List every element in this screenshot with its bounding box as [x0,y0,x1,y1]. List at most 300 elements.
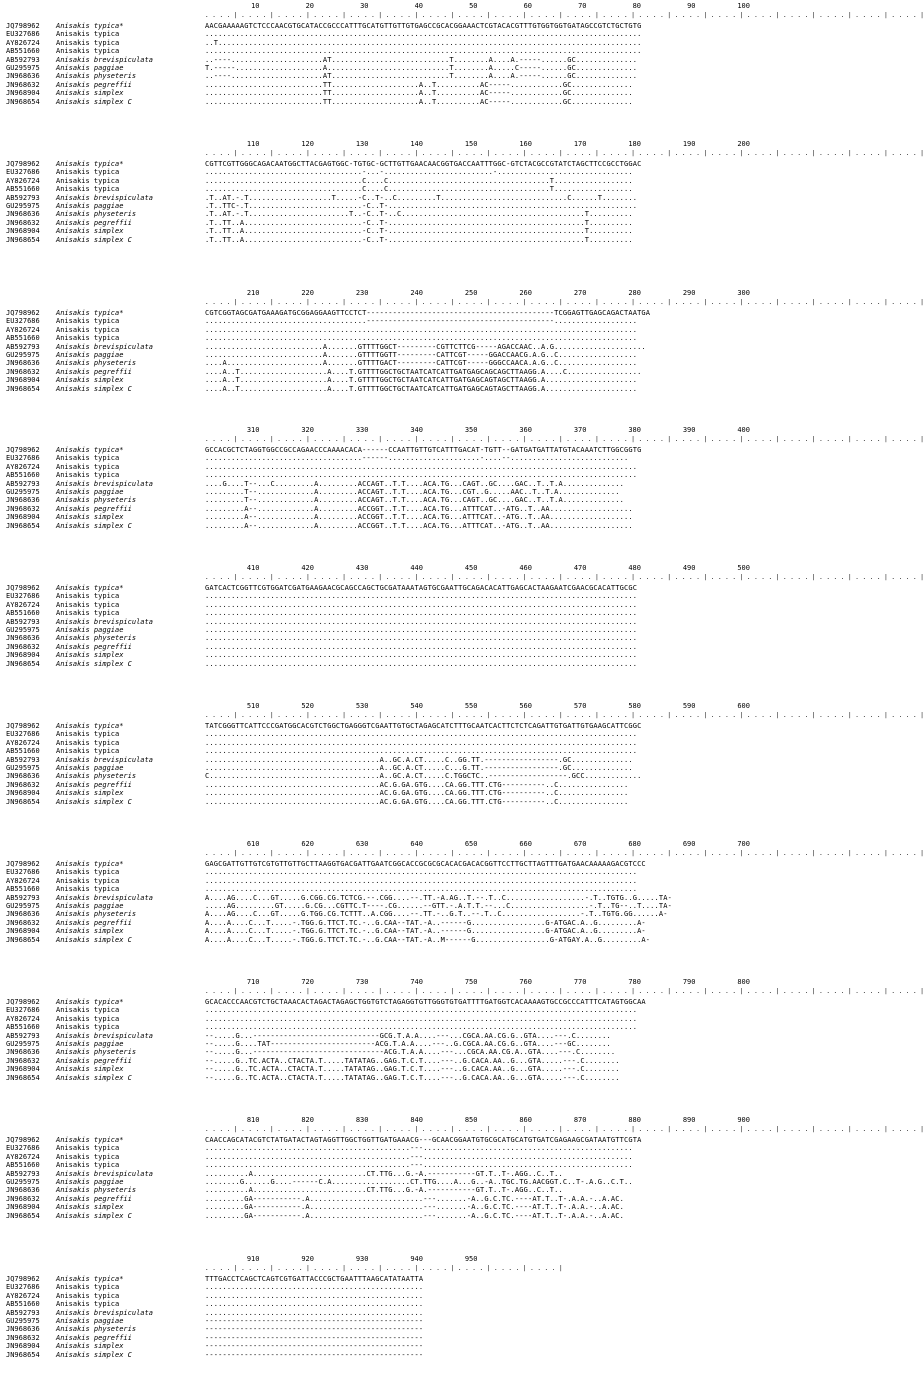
sequence-text: ................................................................................................... [205,1006,638,1015]
accession-number: JQ798962 [6,22,40,30]
sequence-text: ................................................................................................... [205,626,638,634]
position-tick-label: 780 [628,978,641,986]
species-name: Anisakis typica [56,885,120,894]
accession-number: AY826724 [6,38,40,47]
accession-number: JN968654 [6,659,40,668]
alignment-block [0,424,924,554]
accession-number: JN968632 [6,218,40,227]
accession-number: AB592793 [6,1308,40,1317]
accession-number: AB551660 [6,334,40,343]
taxon-label [6,1211,206,1221]
position-tick-label: 650 [464,840,478,848]
position-tick-label: 50 [469,2,478,10]
accession-number: JN968654 [6,1350,40,1359]
species-name: Anisakis paggiae [56,202,124,210]
accession-number: GU295975 [6,764,40,772]
sequence-text: ........................................A..GC.A.CT.....C...G.TT.-----------------.GC.............. [205,764,633,772]
species-name: Anisakis typica [56,1152,120,1161]
alignment-block [0,1114,924,1244]
sequence-text: ................................................................................................... [205,747,638,756]
species-name: Anisakis simplex [56,1065,124,1074]
accession-number: AB592793 [6,617,40,626]
position-tick-label: 850 [464,1116,478,1124]
sequence-text: -------------------------------------------------- [205,1342,424,1351]
species-name: Anisakis typica [56,600,120,609]
accession-number: EU327686 [6,1283,40,1292]
species-name: Anisakis pegreffii [56,642,132,651]
species-name: Anisakis typica [56,471,120,480]
species-name: Anisakis brevispiculata [56,893,153,902]
sequence-row [0,384,761,394]
species-name: Anisakis brevispiculata [56,1308,153,1317]
species-name: Anisakis paggiae [56,1317,124,1325]
accession-number: JN968904 [6,1342,40,1351]
position-tick-label: 40 [414,2,423,10]
sequence-text: ................................................................................................... [205,617,638,626]
sequence-text: .....AG.........GT.....G.CG...CGTTC.T----.CG......--GTT.-.A.T.T.--...C..................-.T..TG--..T....TA- [205,902,672,910]
accession-number: JN968654 [6,384,40,393]
accession-number: JN968904 [6,89,40,98]
accession-number: JN968904 [6,1203,40,1212]
accession-number: EU327686 [6,592,40,601]
position-tick-label: 570 [573,702,587,710]
position-tick-label: 70 [578,2,587,10]
accession-number: AB592793 [6,1031,40,1040]
position-tick-label: 340 [410,426,423,434]
species-name: Anisakis simplex [56,89,124,98]
accession-number: GU295975 [6,351,40,359]
sequence-text: .................................................................................................... [205,30,642,39]
species-name: Anisakis typica [56,38,120,47]
species-name: Anisakis paggiae [56,1178,124,1186]
position-tick-label: 170 [573,140,587,148]
sequence-text: A....AG....C...GT.....G.TGG.CG.TCTTT..A.CGG....--.TT.-..G.T..--.T..C..................-.T..TGTG.GG......A- [205,910,668,919]
position-tick-label: 620 [301,840,314,848]
position-tick-label: 250 [464,289,478,297]
sequence-text: .................................................. [205,1291,424,1300]
position-tick-label: 230 [355,289,369,297]
species-name: Anisakis typica [56,1144,120,1153]
position-tick-label: 60 [523,2,532,10]
sequence-text: .T..TT..A...........................-C..T-.............................................T.......... [205,227,633,236]
position-tick-label: 510 [246,702,260,710]
species-name: Anisakis brevispiculata [56,342,153,351]
position-tick-label: 310 [246,426,260,434]
species-name: Anisakis simplex [56,651,124,660]
accession-number: GU295975 [6,1317,40,1325]
sequence-text: GCCACGCTCTAGGTGGCCGCCAGAACCCAAAACACA------CCAATTGTTGTCATTTGACAT-TGTT--GATGATGATTATGTACAAATCTTGGCGGTG [205,446,642,454]
position-tick-label: 270 [573,289,587,297]
species-name: Anisakis simplex C [56,235,132,244]
sequence-text: ................................................................................................... [205,325,638,334]
accession-number: GU295975 [6,488,40,496]
position-tick-label: 330 [355,426,369,434]
species-name: Anisakis brevispiculata [56,617,153,626]
sequence-text: ...........................A.......GTTTTGGTT---------CATTCGT-----GGACCAACG.A.G..C.................. [205,351,638,359]
taxon-label [6,97,206,107]
sequence-text: ..----.....................AT...........................T........A....A.-----......GC.............. [205,72,638,81]
sequence-text: -------------------------------------------------- [205,1350,424,1359]
accession-number: JQ798962 [6,160,40,168]
accession-number: AY826724 [6,325,40,334]
species-name: Anisakis simplex C [56,384,132,393]
accession-number: AB592793 [6,893,40,902]
position-tick-label: 890 [682,1116,696,1124]
species-name: Anisakis simplex C [56,797,132,806]
accession-number: AY826724 [6,738,40,747]
accession-number: JN968632 [6,780,40,789]
species-name: Anisakis paggiae [56,488,124,496]
species-name: Anisakis typica [56,1006,120,1015]
position-tick-label: 750 [464,978,478,986]
sequence-text: ....................................C....C.....................................T.................. [205,185,633,194]
species-name: Anisakis paggiae [56,64,124,72]
position-tick-label: 470 [573,564,587,572]
sequence-text: ........G......G....------C.A..................CT.TTG....A...G..-A..TGC.TG.AACGGT.C..T-.A.G..C.T.. [205,1178,633,1186]
position-tick-label: 630 [355,840,369,848]
taxon-label [6,384,206,394]
sequence-text: ................................................................................................... [205,600,638,609]
position-tick-label: 920 [301,1255,314,1263]
species-name: Anisakis typica [56,30,120,39]
sequence-text: CGTTCGTTGGGCAGACAATGGCTTACGAGTGGC-TGTGC-GCTTGTTGAACAACGGTGACCAATTTGGC-GTCTACGCCGTATCTAGCTTCCGCCTGGAC [205,160,642,168]
species-name: Anisakis simplex C [56,521,132,530]
accession-number: JQ798962 [6,860,40,868]
position-tick-label: 160 [519,140,532,148]
sequence-text: ................................................................................................... [205,659,638,668]
position-tick-label: 320 [301,426,314,434]
alignment-block [0,138,924,268]
sequence-text: .................................................. [205,1308,424,1317]
sequence-text: .........T--.............A.........ACCAGT..T.T....ACA.TG...CAGT..GC....GAC..T..T.A.............. [205,496,624,505]
accession-number: EU327686 [6,1144,40,1153]
species-name: Anisakis typica [56,868,120,877]
species-name: Anisakis pegreffii [56,1056,132,1065]
species-name: Anisakis brevispiculata [56,755,153,764]
species-name: Anisakis typica [56,1283,120,1292]
sequence-row [0,1211,761,1221]
position-tick-label: 800 [737,978,750,986]
species-name: Anisakis typica [56,462,120,471]
sequence-text: -------------------------------------------------- [205,1325,424,1334]
accession-number: JQ798962 [6,446,40,454]
accession-number: AB551660 [6,185,40,194]
alignment-block [0,838,924,968]
position-tick-label: 550 [464,702,478,710]
sequence-text: GCACACCCAACGTCTGCTAAACACTAGACTAGAGCTGGTGTCTAGAGGTGTTGGGTGTGATTTTGATGGTCACAAAAGTGCCGCCCATTTCATAGTGGCAA [205,998,646,1006]
species-name: Anisakis typica* [56,160,124,168]
species-name: Anisakis typica [56,747,120,756]
position-tick-label: 520 [301,702,314,710]
accession-number: JN968632 [6,1194,40,1203]
species-name: Anisakis typica [56,876,120,885]
species-name: Anisakis typica [56,1300,120,1309]
accession-number: JN968904 [6,376,40,385]
species-name: Anisakis simplex [56,1342,124,1351]
accession-number: EU327686 [6,454,40,463]
position-tick-label: 840 [410,1116,423,1124]
species-name: Anisakis simplex [56,789,124,798]
species-name: Anisakis typica* [56,1275,124,1283]
position-tick-label: 350 [464,426,478,434]
accession-number: AB592793 [6,55,40,64]
position-tick-label: 820 [301,1116,314,1124]
accession-number: AY826724 [6,176,40,185]
accession-number: AB551660 [6,609,40,618]
sequence-text: GATCACTCGGTTCGTGGATCGATGAAGAACGCAGCCAGCTGCGATAAATAGTGCGAATTGCAGACACATTGAGCACTAAGAATCGAACGCACATTGCGC [205,584,638,592]
sequence-text: ....A..T....................A....T.GTTTTGGCTGCTAATCATCATTGATGAGCAGTAGCTTAAGG.A..................... [205,376,638,385]
sequence-text: .T..TT..A...........................-C..T-.............................................T.......... [205,218,633,227]
sequence-text: ................................................................................................... [205,651,638,660]
species-name: Anisakis physeteris [56,496,137,505]
species-name: Anisakis pegreffii [56,80,132,89]
accession-number: AB592793 [6,479,40,488]
taxon-label [6,659,206,669]
species-name: Anisakis simplex [56,513,124,522]
species-name: Anisakis pegreffii [56,218,132,227]
position-tick-label: 900 [737,1116,750,1124]
sequence-text: .................................................................................................... [205,47,642,56]
position-tick-label: 660 [519,840,532,848]
position-tick-label: 610 [246,840,260,848]
sequence-row [0,97,761,107]
sequence-row [0,1350,761,1360]
sequence-text: T.-----....................A............................T........A.....C-----......GC.............. [205,64,638,72]
sequence-text: --.....G..TC.ACTA..CTACTA.T.....TATATAG..GAG.T.C.T....---..G.CACA.AA..G...GTA.....---.C........ [205,1065,620,1074]
sequence-text: --.....G....TAT------------------------ACG.T.A.A....---..G.CGCA.AA.CG.G..GTA....---GC........ [205,1040,611,1048]
species-name: Anisakis typica [56,317,120,326]
species-name: Anisakis typica* [56,446,124,454]
species-name: Anisakis brevispiculata [56,193,153,202]
position-tick-label: 490 [682,564,696,572]
ruler: . . . . | . . . . | . . . . | . . . . | . . . . | . . . . | . . . . | . . . . | . . . . | . . . . | . . . . | . . . . | . . . . | . . . . | . . . . | . . . . | . . . . | . . . . | . . . . | . . . . | [205,712,924,719]
position-tick-label: 430 [355,564,369,572]
species-name: Anisakis pegreffii [56,1333,132,1342]
accession-number: AB551660 [6,1300,40,1309]
sequence-text: ...........................A.......GTTTTGGCT---------CGTTCTTCG-----AGACCAAC..A.G..................... [205,342,646,351]
position-tick-label: 690 [682,840,696,848]
accession-number: JN968654 [6,1073,40,1082]
position-tick-label: 710 [246,978,260,986]
species-name: Anisakis simplex C [56,1073,132,1082]
accession-number: AY826724 [6,1014,40,1023]
position-tick-label: 930 [355,1255,369,1263]
position-tick-label: 810 [246,1116,260,1124]
accession-number: GU295975 [6,902,40,910]
sequence-text: ...............................................---................................................ [205,1144,633,1153]
position-tick-label: 120 [301,140,314,148]
accession-number: EU327686 [6,868,40,877]
accession-number: JN968654 [6,1211,40,1220]
accession-number: EU327686 [6,317,40,326]
position-tick-label: 240 [410,289,423,297]
accession-number: JN968904 [6,789,40,798]
accession-number: GU295975 [6,626,40,634]
sequence-text: .........A--.............A.........ACCGGT..T.T....ACA.TG...ATTTCAT..-ATG..T..AA................... [205,504,633,513]
position-tick-label: 100 [737,2,750,10]
sequence-text: ................................................................................................... [205,738,638,747]
species-name: Anisakis simplex C [56,97,132,106]
accession-number: AY826724 [6,600,40,609]
position-tick-label: 770 [573,978,587,986]
sequence-text: ................................................................................................... [205,885,638,894]
species-name: Anisakis typica [56,1023,120,1032]
sequence-text: ..T................................................................................................. [205,38,642,47]
accession-number: JN968904 [6,227,40,236]
position-tick-label: 670 [573,840,587,848]
taxon-label [6,1350,206,1360]
sequence-text: ...............................................---................................................ [205,1152,633,1161]
sequence-text: ...............................................---................................................ [205,1161,633,1170]
sequence-text: ....G....T--...C.........A.........ACCAGT..T.T....ACA.TG...CAGT..GC....GAC..T..T.A.............. [205,479,624,488]
accession-number: AB592793 [6,342,40,351]
sequence-text: ..........A..........................CT.TTG...G.-A.-----------GT.T..T-.AGG..C..T.. [205,1169,563,1178]
position-tick-label: 370 [573,426,587,434]
sequence-text: ................................................................................................... [205,1023,638,1032]
species-name: Anisakis typica [56,730,120,739]
position-tick-label: 460 [519,564,532,572]
accession-number: JN968636 [6,72,40,81]
species-name: Anisakis pegreffii [56,780,132,789]
sequence-text: ..----.....................AT...........................T........A....A.-----......GC.............. [205,55,638,64]
sequence-text: ....................................C....C.....................................T.................. [205,176,633,185]
sequence-text: ................................................................................................... [205,592,638,601]
accession-number: JN968636 [6,496,40,505]
ruler: . . . . | . . . . | . . . . | . . . . | . . . . | . . . . | . . . . | . . . . | . . . . | . . . . | . . . . | . . . . | . . . . | . . . . | . . . . | . . . . | . . . . | . . . . | . . . . | . . . . | [205,436,924,443]
taxon-label [6,521,206,531]
sequence-text: --.....G...-----------------------------GCG.T.A.A....---...CGCA.AA.CG.G..GTA....---.C........ [205,1031,611,1040]
sequence-text: .........GA-----------.A..........................---.......-A..G.C.TC.----AT.T..T-.A.A.-..A.AC. [205,1211,624,1220]
accession-number: JN968636 [6,1325,40,1334]
species-name: Anisakis typica [56,176,120,185]
sequence-text: ........................................AC.G.GA.GTG....CA.GG.TTT.CTG----------..C................ [205,789,629,798]
accession-number: JN968636 [6,634,40,643]
sequence-text: .........A--.............A.........ACCGGT..T.T....ACA.TG...ATTTCAT..-ATG..T..AA................... [205,513,633,522]
sequence-text: --.....G...------------------------------ACG.T.A.A....---...CGCA.AA.CG.A..GTA....---.C........ [205,1048,616,1057]
species-name: Anisakis paggiae [56,902,124,910]
position-tick-label: 400 [737,426,750,434]
taxon-label [6,1073,206,1083]
sequence-text: A....A....C...T.....-.TGG.G.TTCT.TC.-..G.CAA--TAT.-A..M------G.................G-ATGAY.A..G.........A- [205,935,651,944]
position-tick-label: 140 [410,140,423,148]
position-tick-label: 880 [628,1116,641,1124]
species-name: Anisakis physeteris [56,1325,137,1334]
position-tick-label: 870 [573,1116,587,1124]
accession-number: JN968636 [6,772,40,781]
position-tick-label: 600 [737,702,750,710]
species-name: Anisakis pegreffii [56,918,132,927]
sequence-text: .T..TTC-.T..........................-C..T-......................................................... [205,202,638,210]
sequence-row [0,797,761,807]
species-name: Anisakis pegreffii [56,1194,132,1203]
accession-number: GU295975 [6,1040,40,1048]
accession-number: GU295975 [6,64,40,72]
position-tick-label: 200 [737,140,750,148]
alignment-block [0,700,924,830]
species-name: Anisakis paggiae [56,764,124,772]
accession-number: JQ798962 [6,1136,40,1144]
sequence-text: ....A......................A.......GTTTTGACT---------CATTCGT-----GGGCCAACA.A.G..C.................. [205,359,638,368]
sequence-text: .T..AT.-.T...................T.....-C..T-..C.........T.............................C......T........ [205,193,638,202]
sequence-text: ................................................................................................... [205,1014,638,1023]
ruler: . . . . | . . . . | . . . . | . . . . | . . . . | . . . . | . . . . | . . . . | . . . . | . . . . | . . . . | . . . . | . . . . | . . . . | . . . . | . . . . | . . . . | . . . . | . . . . | . . . . | [205,574,924,581]
species-name: Anisakis typica* [56,22,124,30]
sequence-text: --.....G..TC.ACTA..CTACTA.T.....TATATAG..GAG.T.C.T....---..G.CACA.AA..G...GTA.....---.C........ [205,1056,620,1065]
ruler: . . . . | . . . . | . . . . | . . . . | . . . . | . . . . | . . . . | . . . . | . . . . | . . . . | . . . . | . . . . | . . . . | . . . . | . . . . | . . . . | . . . . | . . . . | . . . . | . . . . | [205,850,924,857]
accession-number: AB592793 [6,755,40,764]
species-name: Anisakis typica* [56,309,124,317]
position-tick-label: 740 [410,978,423,986]
accession-number: JN968632 [6,918,40,927]
sequence-text: .........GA-----------.A..........................---.......-A..G.C.TC.----AT.T..T-.A.A.-..A.AC. [205,1194,624,1203]
accession-number: JN968632 [6,80,40,89]
position-tick-label: 950 [464,1255,478,1263]
alignment-block [0,976,924,1106]
accession-number: JQ798962 [6,722,40,730]
accession-number: JN968904 [6,1065,40,1074]
species-name: Anisakis paggiae [56,1040,124,1048]
accession-number: GU295975 [6,202,40,210]
species-name: Anisakis typica [56,185,120,194]
position-tick-label: 150 [464,140,478,148]
sequence-text: ...........................TT....................A..T..........AC-----............GC.............. [205,89,633,98]
species-name: Anisakis typica [56,592,120,601]
position-tick-label: 830 [355,1116,369,1124]
accession-number: JN968654 [6,235,40,244]
accession-number: JN968636 [6,1186,40,1195]
position-tick-label: 290 [682,289,696,297]
position-tick-label: 300 [737,289,750,297]
sequence-text: --.....G..TC.ACTA..CTACTA.T.....TATATAG..GAG.T.C.T....---..G.CACA.AA..G...GTA.....---.C........ [205,1073,620,1082]
accession-number: JQ798962 [6,998,40,1006]
position-tick-label: 530 [355,702,369,710]
position-tick-label: 910 [246,1255,260,1263]
species-name: Anisakis simplex C [56,935,132,944]
sequence-text: .........GA-----------.A..........................---.......-A..G.C.TC.----AT.T..T-.A.A.-..A.AC. [205,1203,624,1212]
position-tick-label: 110 [246,140,260,148]
sequence-text: -------------------------------------------------- [205,1333,424,1342]
accession-number: AB592793 [6,1169,40,1178]
species-name: Anisakis simplex C [56,1350,132,1359]
accession-number: JN968632 [6,504,40,513]
sequence-row [0,1073,761,1083]
sequence-text: ................................................................................................... [205,462,638,471]
sequence-text: ........................................AC.G.GA.GTG....CA.GG.TTT.CTG----------..C................ [205,780,629,789]
species-name: Anisakis simplex [56,927,124,936]
accession-number: JQ798962 [6,1275,40,1283]
species-name: Anisakis typica [56,1014,120,1023]
position-tick-label: 790 [682,978,696,986]
ruler: . . . . | . . . . | . . . . | . . . . | . . . . | . . . . | . . . . | . . . . | . . . . | . . . . | [205,1265,567,1272]
sequence-text: .........T--.............A.........ACCAGT..T.T....ACA.TG...CGT..G.....AAC..T..T.A.............. [205,488,620,496]
species-name: Anisakis brevispiculata [56,1031,153,1040]
species-name: Anisakis typica [56,738,120,747]
position-tick-label: 440 [410,564,423,572]
sequence-text: ................................................................................................... [205,868,638,877]
sequence-text: ................................................................................................... [205,471,638,480]
accession-number: AB551660 [6,1023,40,1032]
species-name: Anisakis physeteris [56,359,137,368]
species-name: Anisakis typica [56,454,120,463]
position-tick-label: 410 [246,564,260,572]
sequence-text: ....................................-...-.........................-............................... [205,168,633,177]
species-name: Anisakis physeteris [56,1186,137,1195]
accession-number: JN968632 [6,367,40,376]
sequence-text: TTTGACCTCAGCTCAGTCGTGATTACCCGCTGAATTTAAGCATATAATTA [205,1275,424,1283]
species-name: Anisakis typica* [56,722,124,730]
sequence-text: -------------------------------------------------- [205,1317,424,1325]
sequence-text: ........................................AC.G.GA.GTG....CA.GG.TTT.CTG----------..C................ [205,797,629,806]
